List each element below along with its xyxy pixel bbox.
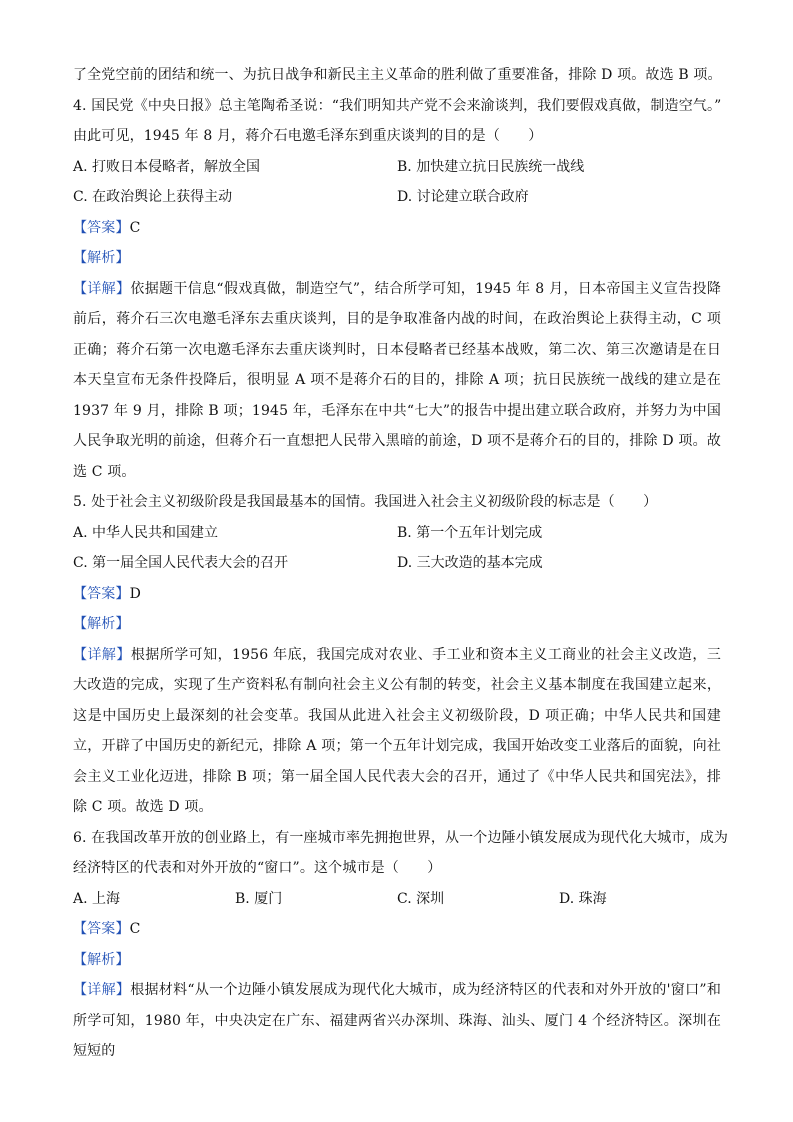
option-c: C. 第一届全国人民代表大会的召开: [73, 555, 289, 571]
question-4-options-row2: [73, 182, 721, 213]
question-4-detail: [73, 274, 721, 488]
answer-tag: 【答案】: [73, 219, 130, 236]
option-b: B. 加快建立抗日民族统一战线: [397, 158, 585, 175]
option-b: B. 第一个五年计划完成: [397, 524, 543, 541]
detail-tag: 【详解】: [73, 280, 131, 297]
question-5-detail: [73, 640, 721, 823]
question-4-answer: [73, 213, 721, 244]
question-5-options-row1: [73, 518, 721, 549]
question-4-options-row1: [73, 152, 721, 183]
question-5-answer: [73, 579, 721, 610]
option-d: D. 讨论建立联合政府: [397, 189, 529, 205]
question-4-stem-line2: 由此可见，1945 年 8 月，蒋介石电邀毛泽东到重庆谈判的目的是（ ）: [73, 128, 543, 144]
question-6-stem-line1: 6. 在我国改革开放的创业路上，有一座城市率先拥抱世界，从一个边陲小镇发展成为现代化大城市，成为: [73, 829, 729, 846]
option-c: C. 深圳: [397, 890, 445, 907]
detail-tag: 【详解】: [73, 982, 131, 998]
question-6-stem-line2: 经济特区的代表和对外开放的“窗口”。这个城市是（ ）: [73, 860, 442, 876]
detail-text: 依据题干信息“假戏真做，制造空气”，结合所学可知，1945 年 8 月，日本帝国主义宣告投降前后，蒋介石三次电邀毛泽东去重庆谈判，目的是争取准备内战的时间，在政治舆论上获得主动，C 项正确；蒋介石第一次电邀毛泽东去重庆谈判时，日本侵略者已经基本战败，第二次、第三次邀请是在日本天皇宣布无条件投降后，很明显 A 项不是蒋介石的目的，排除 A 项；抗日民族统一战线的建立是在 1937 年 9 月，排除 B 项；1945 年，毛泽东在中共“七大”的报告中提出建立联合政府，并努力为中国人民争取光明的前途，但蒋介石一直想把人民带入黑暗的前途，D 项不是蒋介石的目的，排除 D 项。故选 C 项。: [73, 280, 721, 480]
option-d: D. 珠海: [559, 890, 607, 907]
option-a: A. 打败日本侵略者，解放全国: [73, 158, 261, 175]
option-d: D. 三大改造的基本完成: [397, 555, 543, 571]
document-page: [73, 60, 729, 1067]
question-6-analysis-tag: 【解析】: [73, 951, 130, 968]
question-5-analysis-tag: 【解析】: [73, 616, 130, 632]
answer-tag: 【答案】: [73, 585, 130, 602]
detail-text: 根据所学可知，1956 年底，我国完成对农业、手工业和资本主义工商业的社会主义改造，三大改造的完成，实现了生产资料私有制向社会主义公有制的转变，社会主义基本制度在我国建立起来，这是中国历史上最深刻的社会变革。我国从此进入社会主义初级阶段，D 项正确；中华人民共和国建立，开辟了中国历史的新纪元，排除 A 项；第一个五年计划完成，我国开始改变工业落后的面貌，向社会主义工业化迈进，排除 B 项；第一届全国人民代表大会的召开，通过了《中华人民共和国宪法》，排除 C 项。故选 D 项。: [73, 646, 722, 815]
question-6-options-row: [73, 884, 721, 915]
question-6-detail: [73, 975, 721, 1067]
detail-text: 根据材料“从一个边陲小镇发展成为现代化大城市，成为经济特区的代表和对外开放的'窗口”和所学可知，1980 年，中央决定在广东、福建两省兴办深圳、珠海、汕头、厦门 4 个经济特区。深圳在短短的: [73, 982, 721, 1059]
answer-value: C: [129, 921, 141, 937]
question-5-options-row2: [73, 548, 721, 579]
question-5-stem-line1: 5. 处于社会主义初级阶段是我国最基本的国情。我国进入社会主义初级阶段的标志是（ ）: [73, 494, 658, 510]
option-c: C. 在政治舆论上获得主动: [73, 189, 233, 205]
option-a: A. 中华人民共和国建立: [73, 524, 219, 541]
option-b: B. 厦门: [235, 890, 283, 907]
answer-value: C: [129, 219, 141, 236]
answer-value: D: [129, 585, 141, 602]
prev-answer-tail: 了全党空前的团结和统一、为抗日战争和新民主主义革命的胜利做了重要准备，排除 D 项。故选 B 项。: [73, 67, 722, 83]
answer-tag: 【答案】: [73, 921, 130, 937]
question-6-answer: [73, 914, 721, 945]
question-4-analysis-tag: 【解析】: [73, 250, 130, 266]
option-a: A. 上海: [73, 890, 121, 907]
question-4-stem-line1: 4. 国民党《中央日报》总主笔陶希圣说：“我们明知共产党不会来渝谈判，我们要假戏真做，制造空气。”: [73, 97, 722, 114]
detail-tag: 【详解】: [73, 646, 131, 663]
